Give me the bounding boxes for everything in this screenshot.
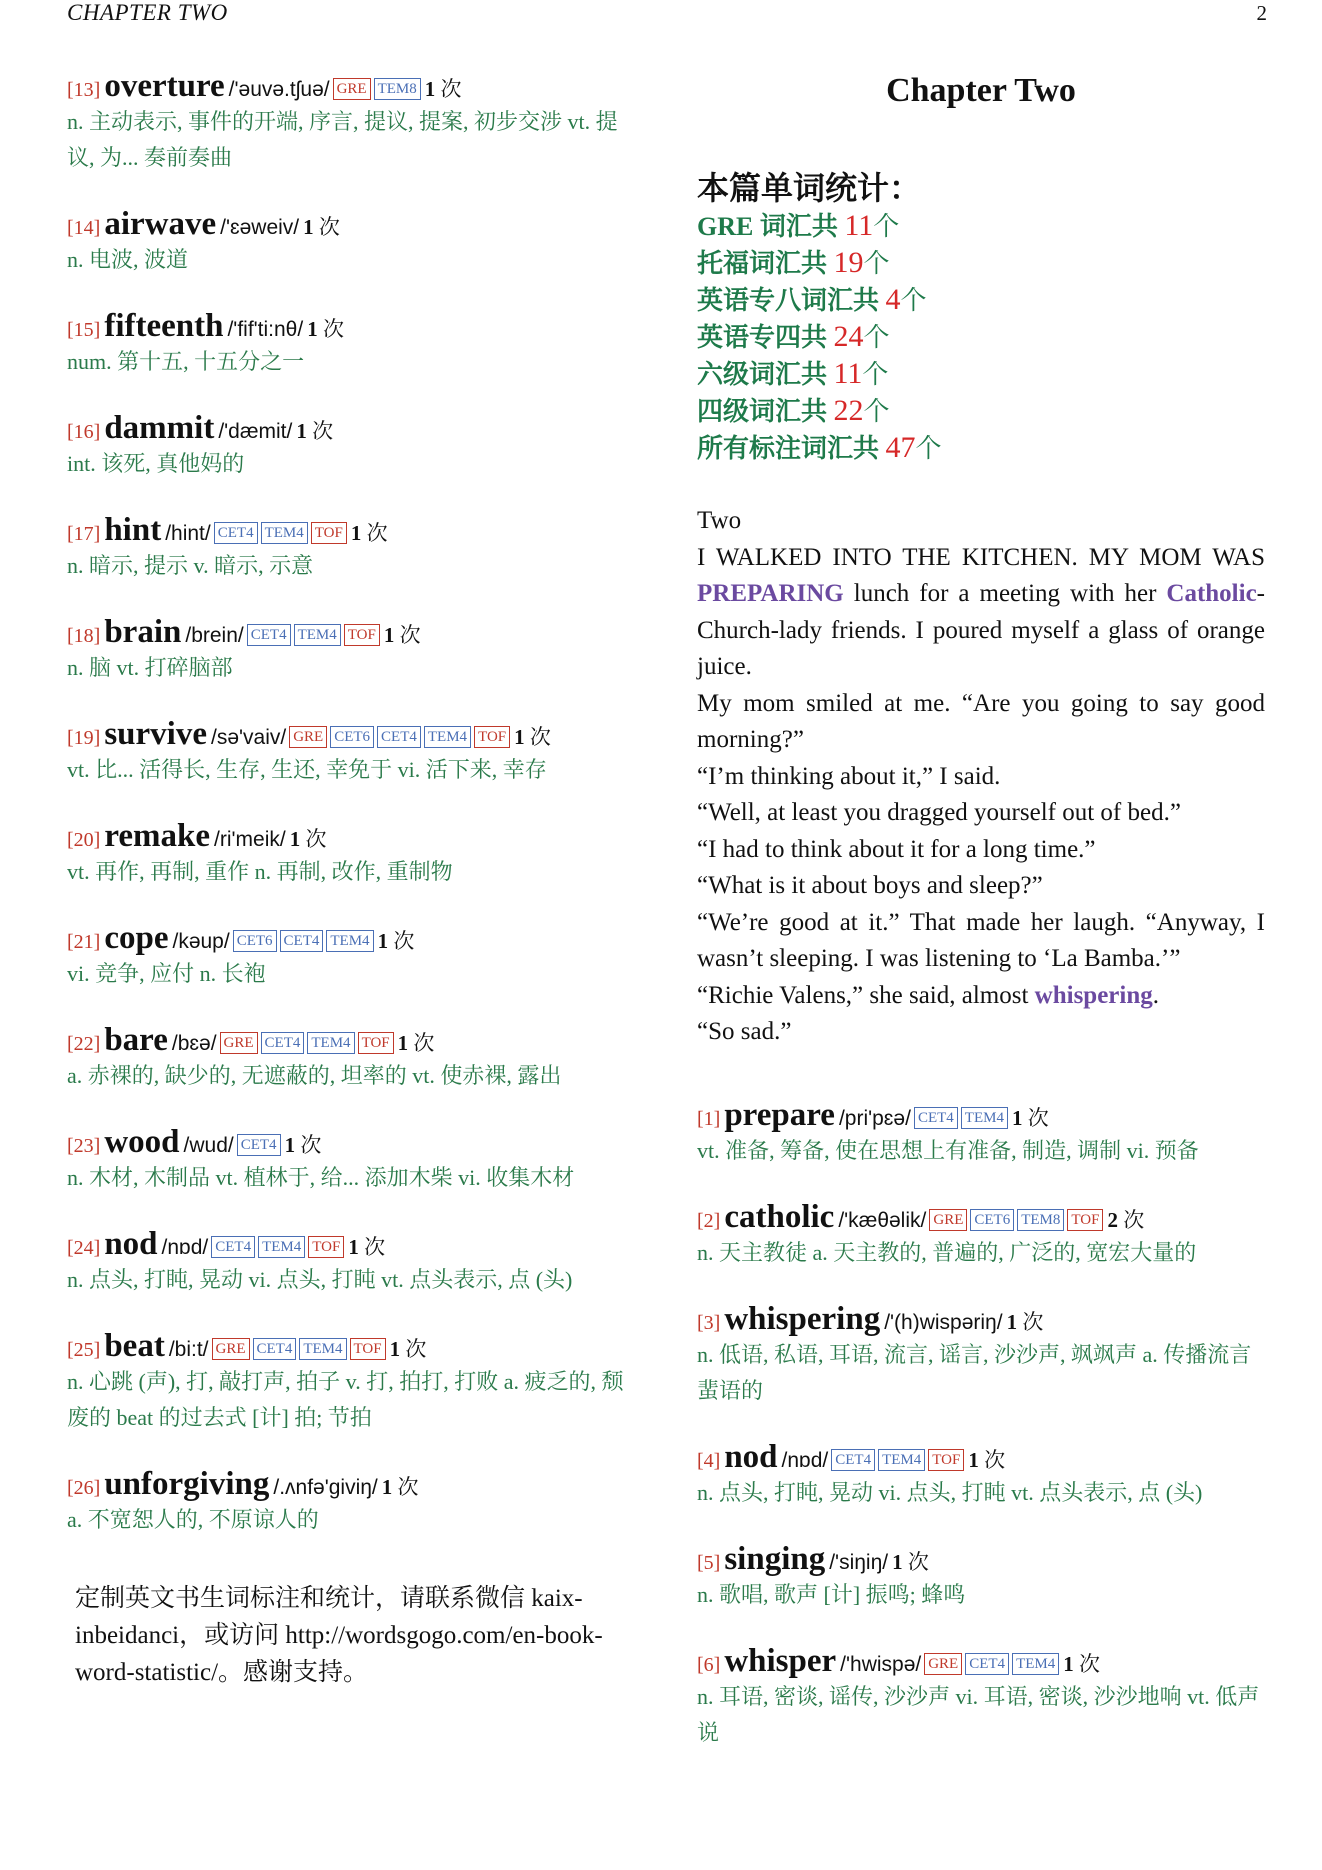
exam-tag-badge: TOF xyxy=(311,522,347,544)
vocab-entry-head xyxy=(67,66,637,106)
running-header-chapter: CHAPTER TWO xyxy=(67,0,228,25)
definition: a. 不宽恕人的, 不原谅人的 xyxy=(67,1507,319,1532)
exam-tag-badge: CET4 xyxy=(965,1653,1009,1675)
exam-tag-badge: TOF xyxy=(474,726,510,748)
headword[interactable]: wood xyxy=(104,1124,180,1160)
phonetic: /sə'vaiv/ xyxy=(211,726,287,749)
exam-tag-badge: CET4 xyxy=(831,1449,875,1471)
vocab-entry-head xyxy=(67,1020,637,1060)
count-unit: 次 xyxy=(529,725,551,749)
headword[interactable]: nod xyxy=(724,1438,778,1475)
count-unit: 次 xyxy=(312,419,334,443)
vocab-entry-head xyxy=(697,1197,1265,1237)
definition: vt. 比... 活得长, 生存, 生还, 幸免于 vi. 活下来, 幸存 xyxy=(67,757,547,782)
exam-tag-badge: CET4 xyxy=(914,1107,958,1129)
exam-tag-badge: TOF xyxy=(350,1338,386,1360)
count-unit: 次 xyxy=(300,1133,322,1157)
vocab-entry xyxy=(67,1020,637,1122)
definition: num. 第十五, 十五分之一 xyxy=(67,349,305,374)
vocab-entry-head xyxy=(67,918,637,958)
exam-tag-badge: TEM8 xyxy=(1017,1209,1064,1231)
vocab-entry xyxy=(67,714,637,816)
definition: vt. 准备, 筹备, 使在思想上有准备, 制造, 调制 vi. 预备 xyxy=(697,1137,1199,1163)
vocab-entry xyxy=(67,66,637,204)
occurrence-count xyxy=(303,215,340,239)
right-entry-list xyxy=(697,1095,1265,1779)
stats-unit: 个 xyxy=(873,212,900,241)
count-unit: 次 xyxy=(364,1235,386,1259)
entry-spacer xyxy=(67,278,637,306)
headword[interactable]: whispering xyxy=(724,1300,881,1337)
exam-tag-badge: GRE xyxy=(212,1338,250,1360)
headword[interactable]: airwave xyxy=(104,206,217,242)
exam-tag-badge: TOF xyxy=(344,624,380,646)
vocab-entry xyxy=(697,1437,1265,1539)
count-unit: 次 xyxy=(399,623,421,647)
headword[interactable]: fifteenth xyxy=(104,308,224,344)
story-text xyxy=(697,503,1265,1051)
entry-index: [18] xyxy=(67,625,101,647)
occurrence-count xyxy=(1107,1208,1144,1232)
occurrence-count xyxy=(1063,1652,1100,1676)
definition: n. 脑 vt. 打碎脑部 xyxy=(67,655,233,680)
exam-tag-badge: CET6 xyxy=(330,726,374,748)
definition: n. 心跳 (声), 打, 敲打声, 拍子 v. 打, 拍打, 打败 a. 疲乏的, 颓废的 beat 的过去式 [计] 拍; 节拍 xyxy=(67,1369,624,1430)
definition: n. 低语, 私语, 耳语, 流言, 谣言, 沙沙声, 飒飒声 a. 传播流言蜚语的 xyxy=(697,1341,1252,1403)
entry-index: [26] xyxy=(67,1477,101,1499)
stats-label: GRE 词汇共 xyxy=(697,212,838,241)
occurrence-count xyxy=(892,1550,929,1574)
occurrence-count xyxy=(1007,1310,1044,1334)
highlight-word[interactable]: Catholic xyxy=(1166,580,1257,607)
exam-tag-badge: TEM4 xyxy=(961,1107,1008,1129)
story-paragraph: My mom smiled at me. “Are you going to say good morning?” xyxy=(697,689,1265,753)
count-unit: 次 xyxy=(405,1337,427,1361)
left-column xyxy=(67,66,637,1691)
occurrence-count xyxy=(398,1031,435,1055)
occurrence-count xyxy=(514,725,551,749)
exam-tag-badge: TEM8 xyxy=(374,78,421,100)
story-paragraph: “Well, at least you dragged yourself out of bed.” xyxy=(697,799,1181,826)
count-number: 1 xyxy=(303,215,314,239)
count-number: 1 xyxy=(348,1235,359,1259)
promo-note: 定制英文书生词标注和统计，请联系微信 kaix-inbeidanci，或访问 http://wordsgogo.com/en-book-word-statistic/。感谢支持。 xyxy=(75,1585,603,1686)
vocab-entry xyxy=(67,306,637,408)
entry-index: [22] xyxy=(67,1033,101,1055)
definition: n. 点头, 打盹, 晃动 vi. 点头, 打盹 vt. 点头表示, 点 (头) xyxy=(697,1479,1203,1505)
count-unit: 次 xyxy=(413,1031,435,1055)
phonetic: /bɛə/ xyxy=(171,1032,217,1055)
story-paragraph xyxy=(697,540,1265,686)
phonetic: /brein/ xyxy=(185,624,244,647)
exam-tag-badge: CET4 xyxy=(247,624,291,646)
exam-tag-badge: TOF xyxy=(308,1236,344,1258)
exam-tag-badge: GRE xyxy=(220,1032,258,1054)
phonetic: /pri'pɛə/ xyxy=(838,1106,911,1130)
stats-row xyxy=(697,282,1265,319)
entry-index: [4] xyxy=(697,1449,721,1472)
stats-label: 英语专八词汇共 xyxy=(697,286,880,315)
headword[interactable]: hint xyxy=(104,512,162,548)
definition: n. 木材, 木制品 vt. 植林于, 给... 添加木柴 vi. 收集木材 xyxy=(67,1165,575,1190)
vocab-entry xyxy=(67,1326,637,1464)
count-unit: 次 xyxy=(1078,1651,1100,1676)
entry-index: [19] xyxy=(67,727,101,749)
exam-tag-badge: CET4 xyxy=(237,1134,281,1156)
count-unit: 次 xyxy=(366,521,388,545)
count-number: 1 xyxy=(892,1549,903,1574)
exam-tag-badge: TEM4 xyxy=(326,930,373,952)
exam-tag-badge: TEM4 xyxy=(424,726,471,748)
stats-number: 22 xyxy=(833,394,864,427)
vocab-entry-head xyxy=(697,1641,1265,1681)
chapter-title: Chapter Two xyxy=(886,72,1076,109)
exam-tag-badge: TEM4 xyxy=(1012,1653,1059,1675)
definition: vt. 再作, 再制, 重作 n. 再制, 改作, 重制物 xyxy=(67,859,453,884)
entry-index: [5] xyxy=(697,1551,721,1574)
vocab-entry xyxy=(697,1299,1265,1437)
right-column xyxy=(697,66,1265,1779)
occurrence-count xyxy=(290,827,327,851)
vocab-entry-head xyxy=(67,1326,637,1366)
count-unit: 次 xyxy=(440,77,462,101)
vocab-entry xyxy=(697,1197,1265,1299)
story-text-run: lunch for a meeting with her xyxy=(843,580,1167,607)
occurrence-count xyxy=(382,1475,419,1499)
count-number: 1 xyxy=(1063,1651,1074,1676)
entry-spacer xyxy=(67,176,637,204)
count-number: 1 xyxy=(424,77,436,101)
story-paragraph: “What is it about boys and sleep?” xyxy=(697,872,1043,899)
occurrence-count xyxy=(348,1235,385,1259)
count-unit: 次 xyxy=(984,1447,1006,1472)
entry-spacer xyxy=(67,380,637,408)
story-paragraph xyxy=(697,978,1265,1015)
vocab-entry-head xyxy=(697,1437,1265,1477)
exam-tag-badge: CET6 xyxy=(970,1209,1014,1231)
exam-tag-badge: TEM4 xyxy=(878,1449,925,1471)
exam-tag-badge: CET6 xyxy=(233,930,277,952)
entry-spacer xyxy=(67,1436,637,1464)
definition: n. 点头, 打盹, 晃动 vi. 点头, 打盹 vt. 点头表示, 点 (头) xyxy=(67,1267,573,1292)
exam-tag-badge: TOF xyxy=(358,1032,394,1054)
entry-spacer xyxy=(697,1613,1265,1641)
occurrence-count xyxy=(351,521,388,545)
exam-tag-badge: CET4 xyxy=(280,930,324,952)
definition: n. 电波, 波道 xyxy=(67,247,189,272)
vocab-entry xyxy=(67,816,637,918)
count-unit: 次 xyxy=(1022,1309,1044,1334)
headword[interactable]: whisper xyxy=(724,1642,837,1679)
stats-title: 本篇单词统计： xyxy=(697,170,922,206)
headword[interactable]: beat xyxy=(104,1328,165,1364)
stats-row xyxy=(697,319,1265,356)
stats-row xyxy=(697,356,1265,393)
count-unit: 次 xyxy=(1123,1207,1145,1232)
occurrence-count xyxy=(378,929,415,953)
phonetic: /'kæθəlik/ xyxy=(838,1208,927,1232)
entry-index: [20] xyxy=(67,829,101,851)
phonetic: /'siŋiŋ/ xyxy=(829,1550,889,1574)
story-text-run: -Church-lady friends. I poured myself a glass of orange juice. xyxy=(697,580,1265,680)
headword[interactable]: unforgiving xyxy=(104,1466,270,1502)
count-number: 1 xyxy=(968,1447,979,1472)
phonetic: /wud/ xyxy=(183,1134,234,1157)
vocab-entry xyxy=(67,612,637,714)
highlight-word[interactable]: PREPARING xyxy=(697,580,844,607)
phonetic: /'hwispə/ xyxy=(840,1652,922,1676)
definition: int. 该死, 真他妈的 xyxy=(67,451,245,476)
vocab-entry xyxy=(697,1539,1265,1641)
entry-index: [21] xyxy=(67,931,101,953)
entry-index: [13] xyxy=(67,79,101,101)
count-unit: 次 xyxy=(393,929,415,953)
story-paragraph: “We’re good at it.” That made her laugh. “Anyway, I wasn’t sleeping. I was listening to ‘La Bamba.’” xyxy=(697,908,1265,972)
story-paragraph: “So sad.” xyxy=(697,1018,792,1045)
stats-label: 四级词汇共 xyxy=(697,397,828,426)
stats-unit: 个 xyxy=(863,249,890,278)
entry-index: [14] xyxy=(67,217,101,239)
phonetic: /.ʌnfə'giviŋ/ xyxy=(273,1476,378,1499)
entry-index: [6] xyxy=(697,1653,721,1676)
exam-tag-badge: CET4 xyxy=(253,1338,297,1360)
entry-spacer xyxy=(697,1409,1265,1437)
entry-spacer xyxy=(67,1538,637,1566)
count-number: 1 xyxy=(307,317,318,341)
count-number: 1 xyxy=(350,521,362,545)
occurrence-count xyxy=(1012,1106,1049,1130)
exam-tag-badge: TEM4 xyxy=(258,1236,305,1258)
entry-spacer xyxy=(67,992,637,1020)
entry-spacer xyxy=(67,1196,637,1224)
stats-unit: 个 xyxy=(863,323,890,352)
story-text-run: I WALKED INTO THE KITCHEN. MY MOM WAS xyxy=(697,543,1265,571)
entry-index: [15] xyxy=(67,319,101,341)
count-number: 1 xyxy=(514,725,525,749)
count-unit: 次 xyxy=(318,215,340,239)
entry-spacer xyxy=(697,1169,1265,1197)
entry-spacer xyxy=(697,1751,1265,1779)
stats-number: 4 xyxy=(885,283,901,316)
entry-spacer xyxy=(67,788,637,816)
count-number: 1 xyxy=(381,1475,393,1499)
stats-label: 托福词汇共 xyxy=(697,249,828,278)
count-number: 2 xyxy=(1107,1207,1118,1232)
stats-row xyxy=(697,393,1265,430)
phonetic: /nɒd/ xyxy=(781,1448,829,1472)
stats-list xyxy=(697,208,1265,467)
exam-tag-badge: TOF xyxy=(1067,1209,1103,1231)
vocab-entry xyxy=(67,510,637,612)
stats-row xyxy=(697,208,1265,245)
exam-tag-badge: TEM4 xyxy=(307,1032,354,1054)
entry-index: [16] xyxy=(67,421,101,443)
entry-spacer xyxy=(67,890,637,918)
count-number: 1 xyxy=(377,929,389,953)
definition: n. 主动表示, 事件的开端, 序言, 提议, 提案, 初步交涉 vt. 提议, 为... 奏前奏曲 xyxy=(67,109,618,170)
phonetic: /'ɛəweiv/ xyxy=(220,216,300,239)
story-heading: Two xyxy=(697,507,742,534)
count-number: 1 xyxy=(289,827,301,851)
phonetic: /'əuvə.tʃuə/ xyxy=(228,78,330,101)
vocab-entry xyxy=(67,1224,637,1326)
occurrence-count xyxy=(285,1133,322,1157)
entry-index: [23] xyxy=(67,1135,101,1157)
vocab-entry xyxy=(67,204,637,306)
count-number: 1 xyxy=(383,623,395,647)
stats-unit: 个 xyxy=(862,360,889,389)
vocab-entry xyxy=(67,1122,637,1224)
count-number: 1 xyxy=(296,419,307,443)
vocab-entry-head xyxy=(67,816,637,856)
stats-label: 六级词汇共 xyxy=(697,360,828,389)
occurrence-count xyxy=(307,317,344,341)
definition: n. 天主教徒 a. 天主教的, 普遍的, 广泛的, 宽宏大量的 xyxy=(697,1239,1197,1265)
count-number: 1 xyxy=(1006,1309,1018,1334)
count-number: 1 xyxy=(397,1031,409,1055)
headword[interactable]: cope xyxy=(104,920,169,956)
stats-label: 所有标注词汇共 xyxy=(697,434,880,463)
phonetic: /'fif'ti:nθ/ xyxy=(227,318,304,341)
definition: n. 耳语, 密谈, 谣传, 沙沙声 vi. 耳语, 密谈, 沙沙地响 vt. 低声说 xyxy=(697,1683,1260,1745)
vocab-entry-head xyxy=(697,1095,1265,1135)
definition: n. 暗示, 提示 v. 暗示, 示意 xyxy=(67,553,314,578)
phonetic: /ri'meik/ xyxy=(214,828,286,851)
exam-tag-badge: CET4 xyxy=(377,726,421,748)
entry-spacer xyxy=(697,1511,1265,1539)
entry-spacer xyxy=(67,584,637,612)
headword[interactable]: brain xyxy=(104,614,182,650)
stats-unit: 个 xyxy=(863,397,890,426)
entry-index: [3] xyxy=(697,1311,721,1334)
entry-index: [24] xyxy=(67,1237,101,1259)
story-text-run: . xyxy=(1152,981,1160,1009)
exam-tag-badge: CET4 xyxy=(211,1236,255,1258)
occurrence-count xyxy=(968,1448,1005,1472)
definition: a. 赤裸的, 缺少的, 无遮蔽的, 坦率的 vt. 使赤裸, 露出 xyxy=(67,1063,562,1088)
vocab-entry xyxy=(67,408,637,510)
stats-label: 英语专四共 xyxy=(697,323,828,352)
vocab-entry xyxy=(67,918,637,1020)
phonetic: /bi:t/ xyxy=(168,1338,209,1361)
entry-index: [1] xyxy=(697,1107,721,1130)
occurrence-count xyxy=(425,77,462,101)
occurrence-count xyxy=(296,419,333,443)
headword[interactable]: singing xyxy=(724,1540,826,1577)
exam-tag-badge: CET4 xyxy=(214,522,258,544)
headword[interactable]: nod xyxy=(104,1226,158,1262)
occurrence-count xyxy=(384,623,421,647)
story-paragraph: “I had to think about it for a long time.” xyxy=(697,835,1096,863)
headword[interactable]: prepare xyxy=(724,1096,835,1133)
stats-number: 47 xyxy=(885,431,916,464)
phonetic: /'dæmit/ xyxy=(218,420,293,443)
exam-tag-badge: GRE xyxy=(924,1653,962,1675)
exam-tag-badge: TOF xyxy=(928,1449,964,1471)
headword[interactable]: dammit xyxy=(104,410,215,446)
stats-row xyxy=(697,430,1265,467)
vocab-entry xyxy=(697,1641,1265,1779)
count-number: 1 xyxy=(1011,1105,1023,1130)
vocab-entry-head xyxy=(67,510,637,550)
headword[interactable]: remake xyxy=(104,818,211,854)
headword[interactable]: catholic xyxy=(724,1198,835,1235)
vocab-entry-head xyxy=(67,1224,637,1264)
count-unit: 次 xyxy=(907,1549,929,1574)
entry-spacer xyxy=(67,482,637,510)
stats-row xyxy=(697,245,1265,282)
stats-unit: 个 xyxy=(915,434,942,463)
exam-tag-badge: TEM4 xyxy=(294,624,341,646)
vocab-entry xyxy=(67,1464,637,1566)
vocab-entry-head xyxy=(67,306,637,346)
occurrence-count xyxy=(390,1337,427,1361)
vocab-entry-head xyxy=(697,1539,1265,1579)
count-unit: 次 xyxy=(1027,1105,1049,1130)
stats-unit: 个 xyxy=(900,286,927,315)
phonetic: /nɒd/ xyxy=(161,1236,209,1259)
count-number: 1 xyxy=(284,1133,296,1157)
entry-index: [25] xyxy=(67,1339,101,1361)
count-unit: 次 xyxy=(305,827,327,851)
stats-number: 11 xyxy=(833,357,863,390)
entry-spacer xyxy=(697,1271,1265,1299)
vocab-entry-head xyxy=(67,204,637,244)
entry-index: [2] xyxy=(697,1209,721,1232)
page-number: 2 xyxy=(1256,1,1267,25)
vocab-entry-head xyxy=(67,1122,637,1162)
phonetic: /hint/ xyxy=(165,522,211,545)
highlight-word[interactable]: whispering xyxy=(1034,981,1153,1009)
headword[interactable]: survive xyxy=(104,716,207,752)
vocab-entry-head xyxy=(67,408,637,448)
exam-tag-badge: TEM4 xyxy=(299,1338,346,1360)
stats-number: 24 xyxy=(833,320,864,353)
count-unit: 次 xyxy=(397,1475,419,1499)
entry-index: [17] xyxy=(67,523,101,545)
stats-number: 11 xyxy=(844,209,874,242)
vocab-entry xyxy=(697,1095,1265,1197)
exam-tag-badge: CET4 xyxy=(261,1032,305,1054)
entry-spacer xyxy=(67,686,637,714)
vocab-entry-head xyxy=(67,714,637,754)
story-paragraph: “I’m thinking about it,” I said. xyxy=(697,762,1001,790)
entry-spacer xyxy=(67,1298,637,1326)
exam-tag-badge: GRE xyxy=(929,1209,967,1231)
exam-tag-badge: GRE xyxy=(289,726,327,748)
vocab-entry-head xyxy=(697,1299,1265,1339)
phonetic: /'(h)wispəriŋ/ xyxy=(884,1310,1003,1334)
phonetic: /kəup/ xyxy=(172,930,230,953)
exam-tag-badge: GRE xyxy=(333,78,371,100)
count-unit: 次 xyxy=(322,317,344,341)
definition: vi. 竞争, 应付 n. 长袍 xyxy=(67,961,266,986)
entry-spacer xyxy=(67,1094,637,1122)
headword[interactable]: bare xyxy=(104,1022,168,1058)
vocab-entry-head xyxy=(67,612,637,652)
exam-tag-badge: TEM4 xyxy=(261,522,308,544)
left-entry-list xyxy=(67,66,637,1566)
stats-number: 19 xyxy=(833,246,864,279)
story-text-run: “Richie Valens,” she said, almost xyxy=(697,981,1035,1009)
count-number: 1 xyxy=(389,1337,401,1361)
headword[interactable]: overture xyxy=(104,68,225,104)
vocab-entry-head xyxy=(67,1464,637,1504)
definition: n. 歌唱, 歌声 [计] 振鸣; 蜂鸣 xyxy=(697,1581,966,1607)
